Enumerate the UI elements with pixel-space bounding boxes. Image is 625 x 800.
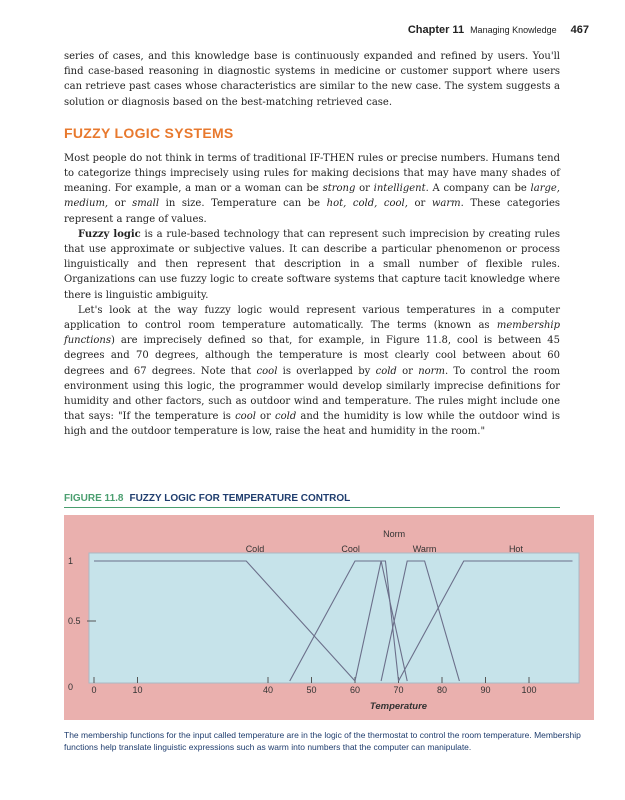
key-term-fuzzy-logic: Fuzzy logic xyxy=(78,228,141,240)
page-number: 467 xyxy=(570,24,589,36)
x-tick-label: 90 xyxy=(480,685,491,695)
figure-caption: The membership functions for the input called temperature are in the logic of the thermostat to control the room temperature. Membership functions help translate linguistic expressions such as warm into numbers that the computer can manipulate. xyxy=(64,730,581,752)
plot-area xyxy=(89,553,579,683)
label-norm: Norm xyxy=(383,529,406,539)
x-tick-label: 10 xyxy=(132,685,143,695)
figure-title xyxy=(64,493,350,504)
y-tick-label: 0 xyxy=(68,682,74,692)
y-tick-label: 0.5 xyxy=(68,616,81,626)
x-tick-label: 40 xyxy=(262,685,274,695)
x-tick-label: 50 xyxy=(306,685,317,695)
paragraph-1: Most people do not think in terms of traditional IF-THEN rules or precise numbers. Humans tend to categorize things imprecisely using rules for making decisions that may have many shades of meaning. For example, a man or a woman can be strong or intelligent. A company can be large, medium, or small in size. Temperature can be hot, cold, cool, or warm. These categories represent a range of values. xyxy=(64,152,560,225)
body-text xyxy=(64,49,560,440)
x-tick-label: 100 xyxy=(521,685,537,695)
label-warm: Warm xyxy=(412,544,437,554)
label-hot: Hot xyxy=(508,544,523,554)
figure-number: FIGURE 11.8 xyxy=(64,493,124,504)
chapter-label: Chapter 11 xyxy=(407,24,465,36)
y-tick-label: 1 xyxy=(68,556,74,566)
section-heading: FUZZY LOGIC SYSTEMS xyxy=(64,124,234,141)
x-tick-label: 70 xyxy=(393,685,404,695)
paragraph-3: Let's look at the way fuzzy logic would represent various temperatures in a computer application to control room temperature automatically. The terms (known as membership functions) are imprecisely defined so that, for example, in Figure 11.8, cool is between 45 degrees and 70 degrees, although the temperature is most clearly cool between about 60 degrees and 67 degrees. Note that cool is overlapped by cold or norm. To control the room environment using this logic, the programmer would develop similarly imprecise definitions for humidity and other factors, such as outdoor wind and temperature. The rules might include one that says: "If the temperature is cool or cold and the humidity is low while the outdoor wind is high and the outdoor temperature is low, raise the heat and humidity in the room." xyxy=(64,304,560,438)
figure-title-text: FUZZY LOGIC FOR TEMPERATURE CONTROL xyxy=(129,493,351,504)
chapter-title: Managing Knowledge xyxy=(470,25,557,35)
x-tick-label: 0 xyxy=(91,685,97,695)
running-header xyxy=(408,24,589,36)
fuzzy-membership-chart xyxy=(64,515,594,720)
intro-paragraph: series of cases, and this knowledge base is continuously expanded and refined by users. You'll find case-based reasoning in diagnostic systems in medicine or customer support where users can retrieve past cases whose characteristics are similar to the new case. The system suggests a solution or diagnosis based on the best-matching retrieved case. xyxy=(64,51,560,108)
figure-rule xyxy=(64,507,560,508)
x-axis-label: Temperature xyxy=(369,701,428,712)
x-tick-label: 60 xyxy=(349,685,361,695)
label-cool: Cool xyxy=(341,544,360,554)
paragraph-2: Fuzzy logic is a rule-based technology that can represent such imprecision by creating rules that use approximate or subjective values. It can describe a particular phenomenon or process linguistically and then represent that description in a small number of flexible rules. Organizations can use fuzzy logic to create software systems that capture tacit knowledge where there is linguistic ambiguity. xyxy=(64,228,560,301)
x-tick-label: 80 xyxy=(436,685,448,695)
label-cold: Cold xyxy=(245,544,265,554)
